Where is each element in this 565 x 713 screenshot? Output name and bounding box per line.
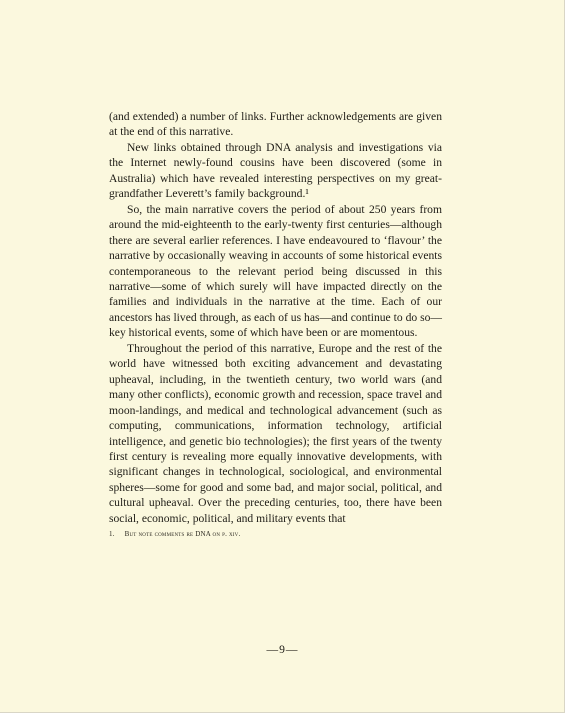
paragraph: So, the main narrative covers the period of about 250 years from around the mid-eighteenth to the early-twenty first centuries—although there are several earlier references. I have endeavoured to ‘flavour’ the narrative by occasionally weaving in accounts of some historical events contemporaneous to the relevant period being discussed in this narrative—some of which surely will have impacted directly on the families and individuals in the narrative at the time. Each of our ancestors has lived through, as each of us has—and continue to do so—key historical events, some of which have been or are momentous. xyxy=(109,202,442,340)
paragraph: Throughout the period of this narrative, Europe and the rest of the world have witnessed both exciting advancement and devastating upheaval, including, in the twentieth century, two world wars (and many other conflicts), economic growth and recession, space travel and moon-landings, and medical and technological advancement (such as computing, communications, information technology, artificial intelligence, and genetic bio technologies); the first years of the twenty first century is revealing more equally innovative developments, with significant changes in technological, sociological, and environmental spheres—some for good and some bad, and major social, political, and cultural upheaval. Over the preceding centuries, too, there have been social, economic, political, and military events that xyxy=(109,341,442,525)
paragraph: (and extended) a number of links. Further acknowledgements are given at the end of this narrative. xyxy=(109,110,442,139)
footnote-text: But note comments re DNA on p. xiv. xyxy=(124,530,241,539)
footnote xyxy=(109,530,442,539)
page-number: —9— xyxy=(266,643,299,656)
body-text xyxy=(109,109,442,539)
footnote-number: 1. xyxy=(109,530,115,539)
paragraph: New links obtained through DNA analysis and investigations via the Internet newly-found cousins have been discovered (some in Australia) which have revealed interesting perspectives on my great-grandfather Leverett’s family background.¹ xyxy=(109,140,442,201)
